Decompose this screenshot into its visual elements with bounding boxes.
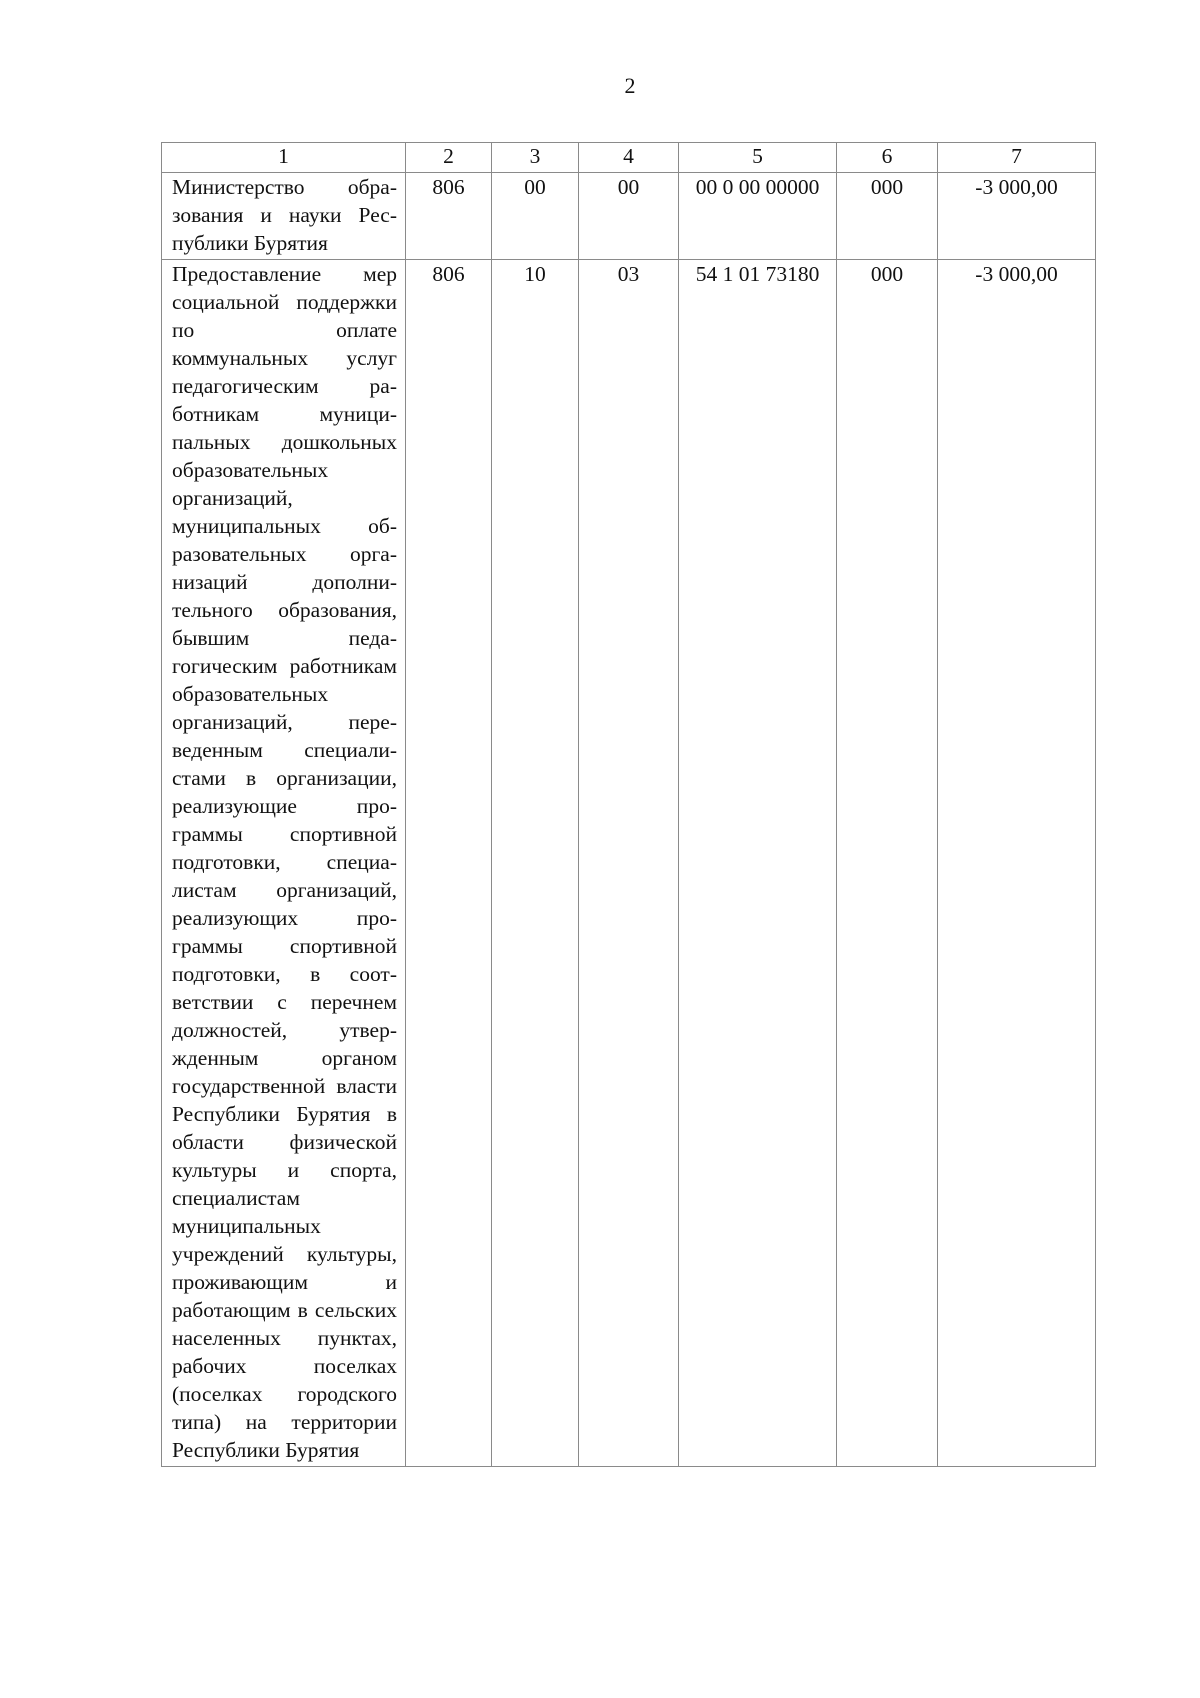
row-name: Министерство образования и науки Республики Бурятия	[162, 173, 406, 260]
header-col-2: 2	[406, 143, 492, 173]
row-col-5: 00 0 00 00000	[679, 173, 837, 260]
row-col-7: -3 000,00	[938, 260, 1096, 1467]
header-col-3: 3	[492, 143, 579, 173]
row-col-5: 54 1 01 73180	[679, 260, 837, 1467]
header-col-1: 1	[162, 143, 406, 173]
budget-table	[161, 142, 1096, 1467]
header-row	[162, 143, 1096, 173]
header-col-7: 7	[938, 143, 1096, 173]
row-col-4: 00	[579, 173, 679, 260]
header-col-5: 5	[679, 143, 837, 173]
table-row	[162, 173, 1096, 260]
row-col-4: 03	[579, 260, 679, 1467]
row-name: Предоставление мер социальной поддержки по оплате коммунальных услуг педагогическим работникам муниципальных дошкольных образовательных организаций, муниципальных образовательных организаций дополнительного образования, бывшим педагогическим работникам образовательных организаций, переведенным специалистами в организации, реализующие программы спортивной подготовки, специалистам организаций, реализующих программы спортивной подготовки, в соответствии с перечнем должностей, утвержденным органом государственной власти Республики Бурятия в области физической культуры и спорта, специалистам муниципальных учреждений культуры, проживающим и работающим в сельских населенных пунктах, рабочих поселках (поселках городского типа) на территории Республики Бурятия	[162, 260, 406, 1467]
page-number: 2	[624, 73, 636, 98]
row-col-2: 806	[406, 260, 492, 1467]
header-col-6: 6	[837, 143, 938, 173]
row-col-2: 806	[406, 173, 492, 260]
row-col-3: 10	[492, 260, 579, 1467]
row-col-6: 000	[837, 260, 938, 1467]
row-col-7: -3 000,00	[938, 173, 1096, 260]
row-col-6: 000	[837, 173, 938, 260]
header-col-4: 4	[579, 143, 679, 173]
row-col-3: 00	[492, 173, 579, 260]
table-row	[162, 260, 1096, 1467]
